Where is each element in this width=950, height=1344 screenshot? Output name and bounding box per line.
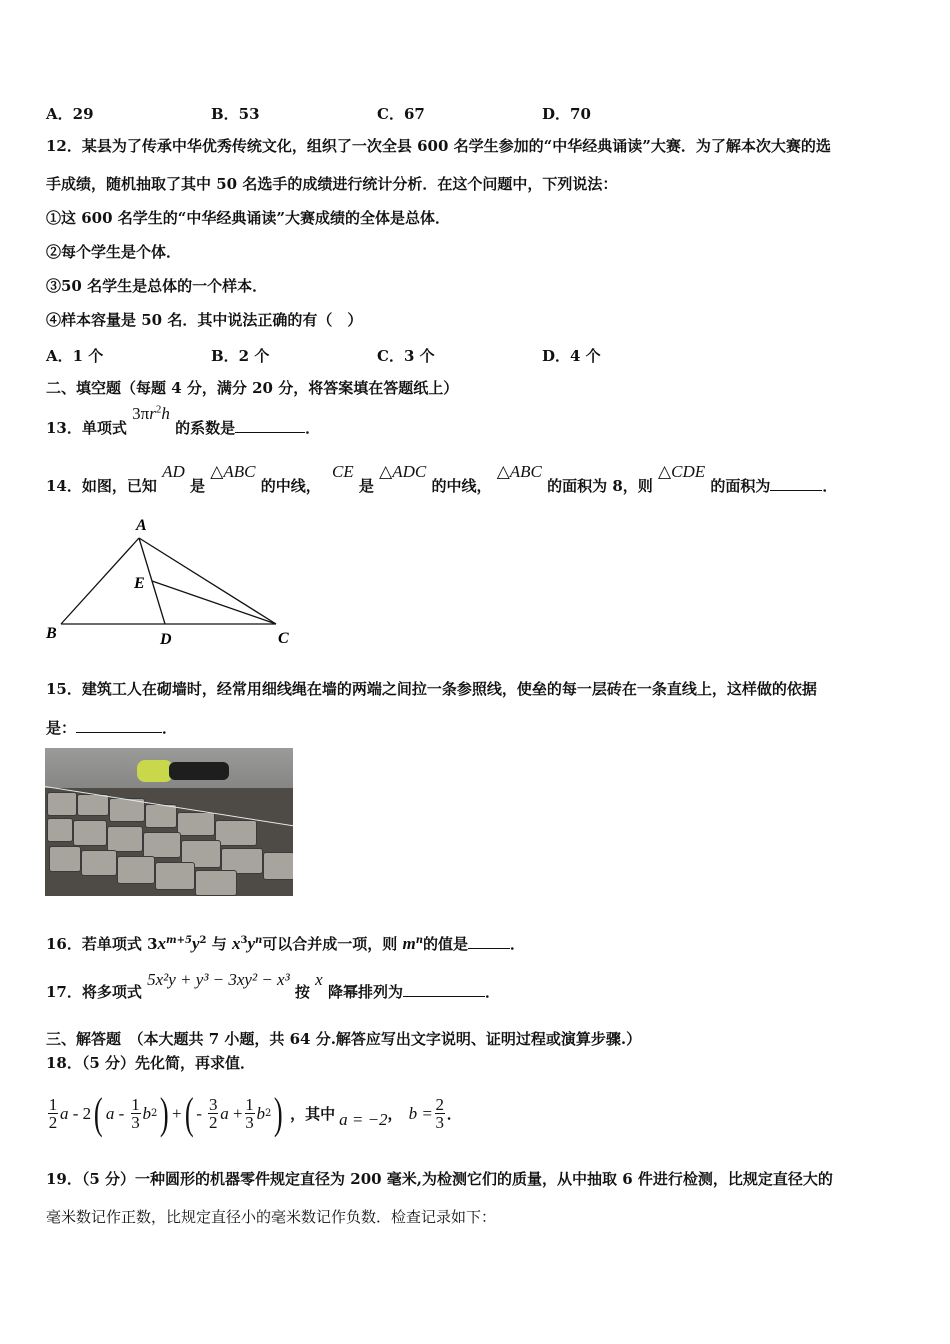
q16-y2: y	[247, 934, 255, 953]
label-b: B	[46, 625, 57, 642]
q11-option-a: A．29	[46, 105, 94, 123]
q11-option-b: B．53	[211, 105, 260, 123]
q13-r: r	[149, 403, 156, 423]
q16-y1: y	[191, 934, 200, 953]
q17	[46, 970, 500, 1004]
q11-option-d: D．70	[542, 105, 591, 123]
q19-line1	[46, 1170, 833, 1188]
q16-text: 可以合并成一项，则	[262, 935, 398, 953]
q12-option-b: B．2 个	[211, 347, 270, 365]
q18-frac-three-halves: $\frac{3}{2}$	[208, 1095, 218, 1132]
section-3-heading: 三、解答题 （本大题共 7 小题，共 64 分.解答应写出文字说明、证明过程或演算步骤.）	[46, 1030, 642, 1048]
q16-m: m	[402, 934, 416, 953]
photo-stone	[49, 846, 81, 872]
q12-option-d: D．4 个	[542, 347, 601, 365]
q14-triangle-cde: △CDE	[658, 462, 706, 481]
q12-statement-2: ②每个学生是个体．	[46, 243, 182, 261]
q12-line1: 12．某县为了传承中华优秀传统文化，组织了一次全县 600 名学生参加的“中华经典诵读”大赛．为了解本次大赛的选	[46, 137, 831, 155]
q18-frac-half: $\frac{1}{2}$	[48, 1095, 58, 1132]
q16-exp1: m+5	[166, 935, 192, 946]
q16-exp3: 3	[240, 935, 248, 946]
q17-polynomial: 5x²y + y³ − 3xy² − x³	[147, 970, 290, 989]
q15-end: ．	[162, 719, 178, 737]
label-d: D	[160, 631, 172, 648]
q14-ad: AD	[162, 462, 185, 481]
label-e: E	[134, 575, 145, 592]
q19-line2: 毫米数记作正数，比规定直径小的毫米数记作负数．检查记录如下：	[46, 1208, 497, 1226]
q18-expression: $\frac{1}{2}$ a - 2 ( a - $\frac{1}{3}$ b 2 ) + ( - $\frac{3}{2}$ a + $\frac{1}{3}$ b 2 ) ，其中 a = −2 ， b = $\frac{2}{3}$ ．	[48, 1089, 462, 1138]
photo-stone	[215, 820, 257, 846]
q16-mid: 与	[211, 935, 227, 953]
photo-stone	[195, 870, 237, 896]
q14-triangle-abc-2: △ABC	[496, 462, 542, 481]
q18-b-lhs: b =	[408, 1103, 433, 1123]
side-ac	[139, 538, 276, 624]
q17-prefix: 17．将多项式	[46, 983, 142, 1001]
photo-stone	[263, 852, 293, 880]
q13-prefix: 13．单项式	[46, 418, 127, 437]
q13-expression	[132, 404, 170, 423]
label-c: C	[278, 630, 289, 647]
q14-median2: 的中线，	[431, 477, 492, 495]
q18-b-value	[435, 1096, 445, 1132]
section-2-heading: 二、填空题（每题 4 分，满分 20 分，将答案填在答题纸上）	[46, 379, 459, 397]
q18-frac-third: $\frac{1}{3}$	[131, 1095, 140, 1132]
q15-line2	[46, 718, 177, 737]
q12-line2: 手成绩，随机抽取了其中 50 名选手的成绩进行统计分析．在这个问题中，下列说法：	[46, 175, 618, 193]
photo-stone	[107, 826, 143, 852]
q14-is1: 是	[190, 477, 206, 495]
q14-answer-blank	[770, 476, 822, 491]
photo-stone	[143, 832, 181, 858]
q16-x1: x	[157, 934, 167, 953]
q17-variable: x	[315, 970, 323, 989]
q12-statement-3: ③50 名学生是总体的一个样本．	[46, 277, 268, 295]
q17-by: 按	[294, 983, 310, 1001]
q14-end: ．	[822, 477, 838, 495]
photo-stone	[177, 812, 215, 836]
q13-exp: 2	[155, 403, 162, 415]
q17-end: ．	[484, 983, 500, 1001]
q14-area-question: 的面积为	[710, 477, 771, 495]
q16-x2: x	[231, 934, 241, 953]
q16-answer-blank	[468, 934, 510, 949]
q15-line1: 15．建筑工人在砌墙时，经常用细线绳在墙的两端之间拉一条参照线，使垒的每一层砖在一条直线上，这样做的依据	[46, 680, 817, 698]
q13-h: h	[161, 403, 170, 423]
q18-where: ，其中	[290, 1105, 336, 1123]
bricklaying-photo	[45, 748, 293, 896]
q18-b-den: 3	[435, 1113, 445, 1132]
q12-option-c: C．3 个	[377, 347, 435, 365]
q16	[46, 934, 525, 954]
photo-stone	[47, 818, 73, 842]
q15-line2-text: 是：	[46, 719, 77, 737]
q14-ce: CE	[331, 462, 354, 481]
photo-stone	[73, 820, 107, 846]
q14	[46, 462, 837, 498]
q12-statement-1: ①这 600 名学生的“中华经典诵读”大赛成绩的全体是总体．	[46, 209, 451, 227]
photo-stone	[117, 856, 155, 884]
q13-answer-blank	[235, 418, 305, 433]
median-ce	[152, 581, 276, 624]
q16-exp2: 2	[199, 935, 207, 946]
q16-expn: n	[415, 935, 424, 946]
photo-stone	[155, 862, 195, 890]
q14-median1: 的中线，	[260, 477, 321, 495]
q12-statement-4: ④样本容量是 50 名．其中说法正确的有（ ）	[46, 311, 363, 329]
q13-suffix: 的系数是	[175, 418, 236, 437]
q14-prefix: 14．如图，已知	[46, 477, 157, 495]
photo-glove	[137, 760, 173, 782]
q18-frac-third-2: $\frac{1}{3}$	[245, 1095, 254, 1132]
q14-is2: 是	[358, 477, 374, 495]
photo-stone	[145, 804, 177, 828]
q16-exp4: n	[254, 935, 263, 946]
q17-answer-blank	[403, 982, 485, 997]
q14-triangle-figure	[40, 512, 300, 652]
q15-answer-blank	[76, 718, 162, 733]
photo-stone	[81, 850, 117, 876]
q14-area-text: 的面积为 8，则	[547, 477, 653, 495]
q13	[46, 405, 320, 439]
q13-end: ．	[305, 418, 321, 437]
q13-coef: 3π	[132, 403, 150, 423]
photo-sleeve	[169, 762, 229, 780]
q14-triangle-adc: △ADC	[379, 462, 427, 481]
q16-suffix: 的值是	[423, 935, 469, 953]
q14-triangle-abc: △ABC	[210, 462, 256, 481]
side-ba	[61, 538, 139, 624]
q18-title: 18．（5 分）先化简，再求值．	[46, 1054, 256, 1072]
q18-a-value: a = −2	[339, 1109, 388, 1129]
q17-suffix: 降幂排列为	[327, 983, 403, 1001]
label-a: A	[136, 517, 147, 534]
photo-stone	[77, 794, 109, 816]
q18-b-num: 2	[435, 1095, 445, 1114]
q19-line1-text: 19．（5 分）一种圆形的机器零件规定直径为 200 毫米,为检测它们的质量，从中抽取 6 件进行检测，比规定直径大的	[46, 1170, 833, 1188]
photo-stone	[47, 792, 77, 816]
q11-option-c: C．67	[377, 105, 425, 123]
q16-end: ．	[510, 935, 526, 953]
q18-comma: ，	[387, 1105, 403, 1123]
q12-option-a: A．1 个	[46, 347, 104, 365]
q16-prefix: 16．若单项式 3	[46, 935, 158, 953]
q18-period: ．	[446, 1105, 462, 1123]
